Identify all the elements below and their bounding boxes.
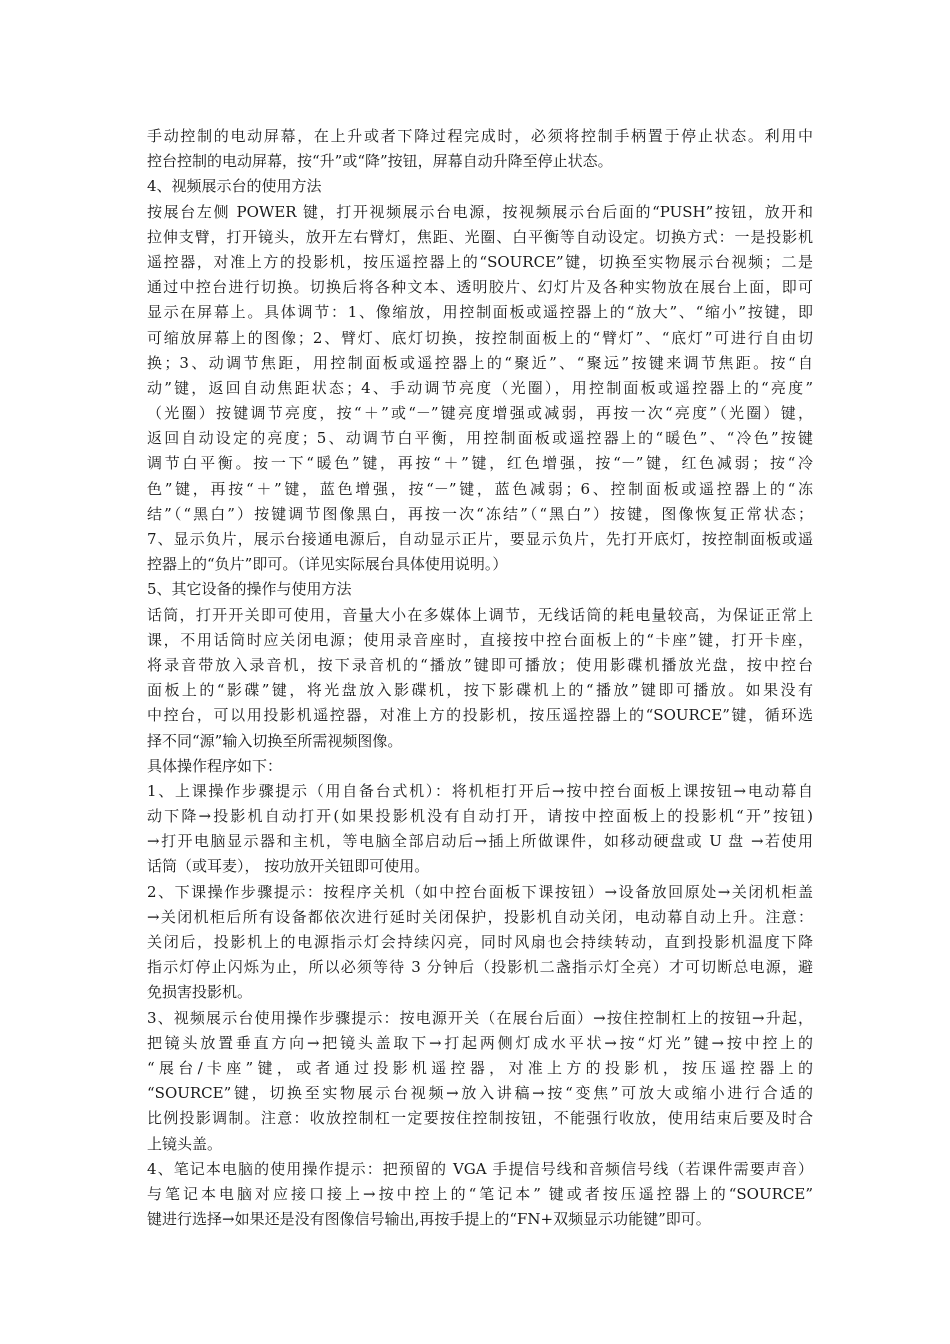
- text-line: 按展台左侧 POWER 键，打开视频展示台电源，按视频展示台后面的“PUSH”按钮，放开和: [147, 202, 813, 221]
- text-line: 调节白平衡。按一下“暖色”键，再按“＋”键，红色增强，按“－”键，红色减弱；按“冷: [147, 454, 813, 473]
- text-line: →打开电脑显示器和主机，等电脑全部启动后→插上所做课件，如移动硬盘或 U 盘 →若使用: [147, 832, 813, 851]
- text-line: 关闭后，投影机上的电源指示灯会持续闪亮，同时风扇也会持续转动，直到投影机温度下降: [147, 933, 813, 951]
- text-line: 显示在屏幕上。具体调节：1、像缩放，用控制面板或遥控器上的“放大”、“缩小”按键，即: [147, 303, 813, 322]
- text-line: 7、显示负片，展示台接通电源后，自动显示正片，要显示负片，先打开底灯，按控制面板或遥: [147, 530, 813, 548]
- text-line: 动”键，返回自动焦距状态；4、手动调节亮度（光圈），用控制面板或遥控器上的“亮度”: [147, 378, 813, 397]
- text-line: 话筒，打开开关即可使用，音量大小在多媒体上调节，无线话筒的耗电量较高，为保证正常上: [147, 605, 813, 624]
- text-line: 中控台，可以用投影机遥控器，对准上方的投影机，按压遥控器上的“SOURCE”键，循环选: [147, 706, 813, 725]
- text-line: （光圈）按键调节亮度，按“＋”或“－”键亮度增强或减弱，再按一次“亮度”（光圈）键，: [147, 404, 813, 423]
- text-line: 5、其它设备的操作与使用方法: [147, 580, 352, 599]
- text-line: 具体操作程序如下：: [147, 756, 283, 775]
- text-line: 控器上的“负片”即可。（详见实际展台具体使用说明。）: [147, 555, 508, 574]
- text-line: 上镜头盖。: [147, 1134, 223, 1153]
- text-line: 与笔记本电脑对应接口接上→按中控上的“笔记本” 键或者按压遥控器上的“SOURCE”: [147, 1184, 813, 1203]
- text-line: 3、视频展示台使用操作步骤提示：按电源开关（在展台后面）→按住控制杠上的按钮→升起，: [147, 1008, 813, 1027]
- text-line: 比例投影调制。注意：收放控制杠一定要按住控制按钮，不能强行收放，使用结束后要及时合: [147, 1109, 813, 1128]
- text-line: 返回自动设定的亮度；5、动调节白平衡，用控制面板或遥控器上的“暖色”、“冷色”按键: [147, 429, 813, 448]
- text-line: 拉伸支臂，打开镜头，放开左右臂灯，焦距、光圈、白平衡等自动设定。切换方式：一是投影机: [147, 227, 813, 246]
- text-line: 把镜头放置垂直方向→把镜头盖取下→打起两侧灯成水平状→按“灯光”键→按中控上的: [147, 1033, 813, 1052]
- text-line: 面板上的“影碟”键，将光盘放入影碟机，按下影碟机上的“播放”键即可播放。如果没有: [147, 681, 813, 700]
- text-line: 通过中控台进行切换。切换后将各种文本、透明胶片、幻灯片及各种实物放在展台上面，即可: [147, 278, 813, 297]
- text-line: 1、上课操作步骤提示（用自备台式机）：将机柜打开后→按中控台面板上课按钮→电动幕自: [147, 781, 813, 800]
- text-line: 色”键，再按“＋”键，蓝色增强，按“－”键，蓝色减弱；6、控制面板或遥控器上的“冻: [147, 479, 813, 498]
- text-line: 控台控制的电动屏幕，按“升”或“降”按钮，屏幕自动升降至停止状态。: [147, 152, 613, 171]
- text-line: 4、笔记本电脑的使用操作提示：把预留的 VGA 手提信号线和音频信号线（若课件需要声音）: [147, 1159, 813, 1178]
- document-body: [147, 124, 813, 1232]
- text-line: 结”（“黑白”）按键调节图像黑白，再按一次“冻结”（“黑白”）按键，图像恢复正常状态；: [147, 504, 813, 523]
- text-line: 遥控器，对准上方的投影机，按压遥控器上的“SOURCE”键，切换至实物展示台视频；二是: [147, 252, 813, 271]
- text-line: 指示灯停止闪烁为止，所以必须等待 3 分钟后（投影机二盏指示灯全亮）才可切断总电源，避: [147, 958, 813, 977]
- text-line: 2、下课操作步骤提示：按程序关机（如中控台面板下课按钮）→设备放回原处→关闭机柜盖: [147, 882, 813, 901]
- text-line: 课，不用话筒时应关闭电源；使用录音座时，直接按中控台面板上的“卡座”键，打开卡座，: [147, 630, 813, 649]
- text-line: 键进行选择→如果还是没有图像信号输出,再按手提上的“FN+双频显示功能键”即可。: [147, 1210, 711, 1229]
- text-line: 将录音带放入录音机，按下录音机的“播放”键即可播放；使用影碟机播放光盘，按中控台: [147, 655, 813, 674]
- text-line: “展台/卡座”键，或者通过投影机遥控器，对准上方的投影机，按压遥控器上的: [147, 1058, 813, 1077]
- text-line: 可缩放屏幕上的图像；2、臂灯、底灯切换，按控制面板上的“臂灯”、“底灯”可进行自由切: [147, 328, 813, 347]
- text-line: 4、视频展示台的使用方法: [147, 177, 322, 196]
- text-line: 动下降→投影机自动打开(如果投影机没有自动打开，请按中控面板上的投影机“开”按钮): [147, 807, 813, 826]
- text-line: 换；3、动调节焦距，用控制面板或遥控器上的“聚近”、“聚远”按键来调节焦距。按“自: [147, 353, 813, 372]
- text-line: “SOURCE”键，切换至实物展示台视频→放入讲稿→按“变焦”可放大或缩小进行合适的: [147, 1084, 813, 1103]
- text-line: 手动控制的电动屏幕，在上升或者下降过程完成时，必须将控制手柄置于停止状态。利用中: [147, 127, 813, 145]
- text-line: 话筒（或耳麦）， 按功放开关钮即可使用。: [147, 857, 430, 876]
- text-line: →关闭机柜后所有设备都依次进行延时关闭保护，投影机自动关闭，电动幕自动上升。注意：: [147, 907, 813, 926]
- text-line: 免损害投影机。: [147, 983, 253, 1002]
- text-line: 择不同“源”输入切换至所需视频图像。: [147, 731, 403, 750]
